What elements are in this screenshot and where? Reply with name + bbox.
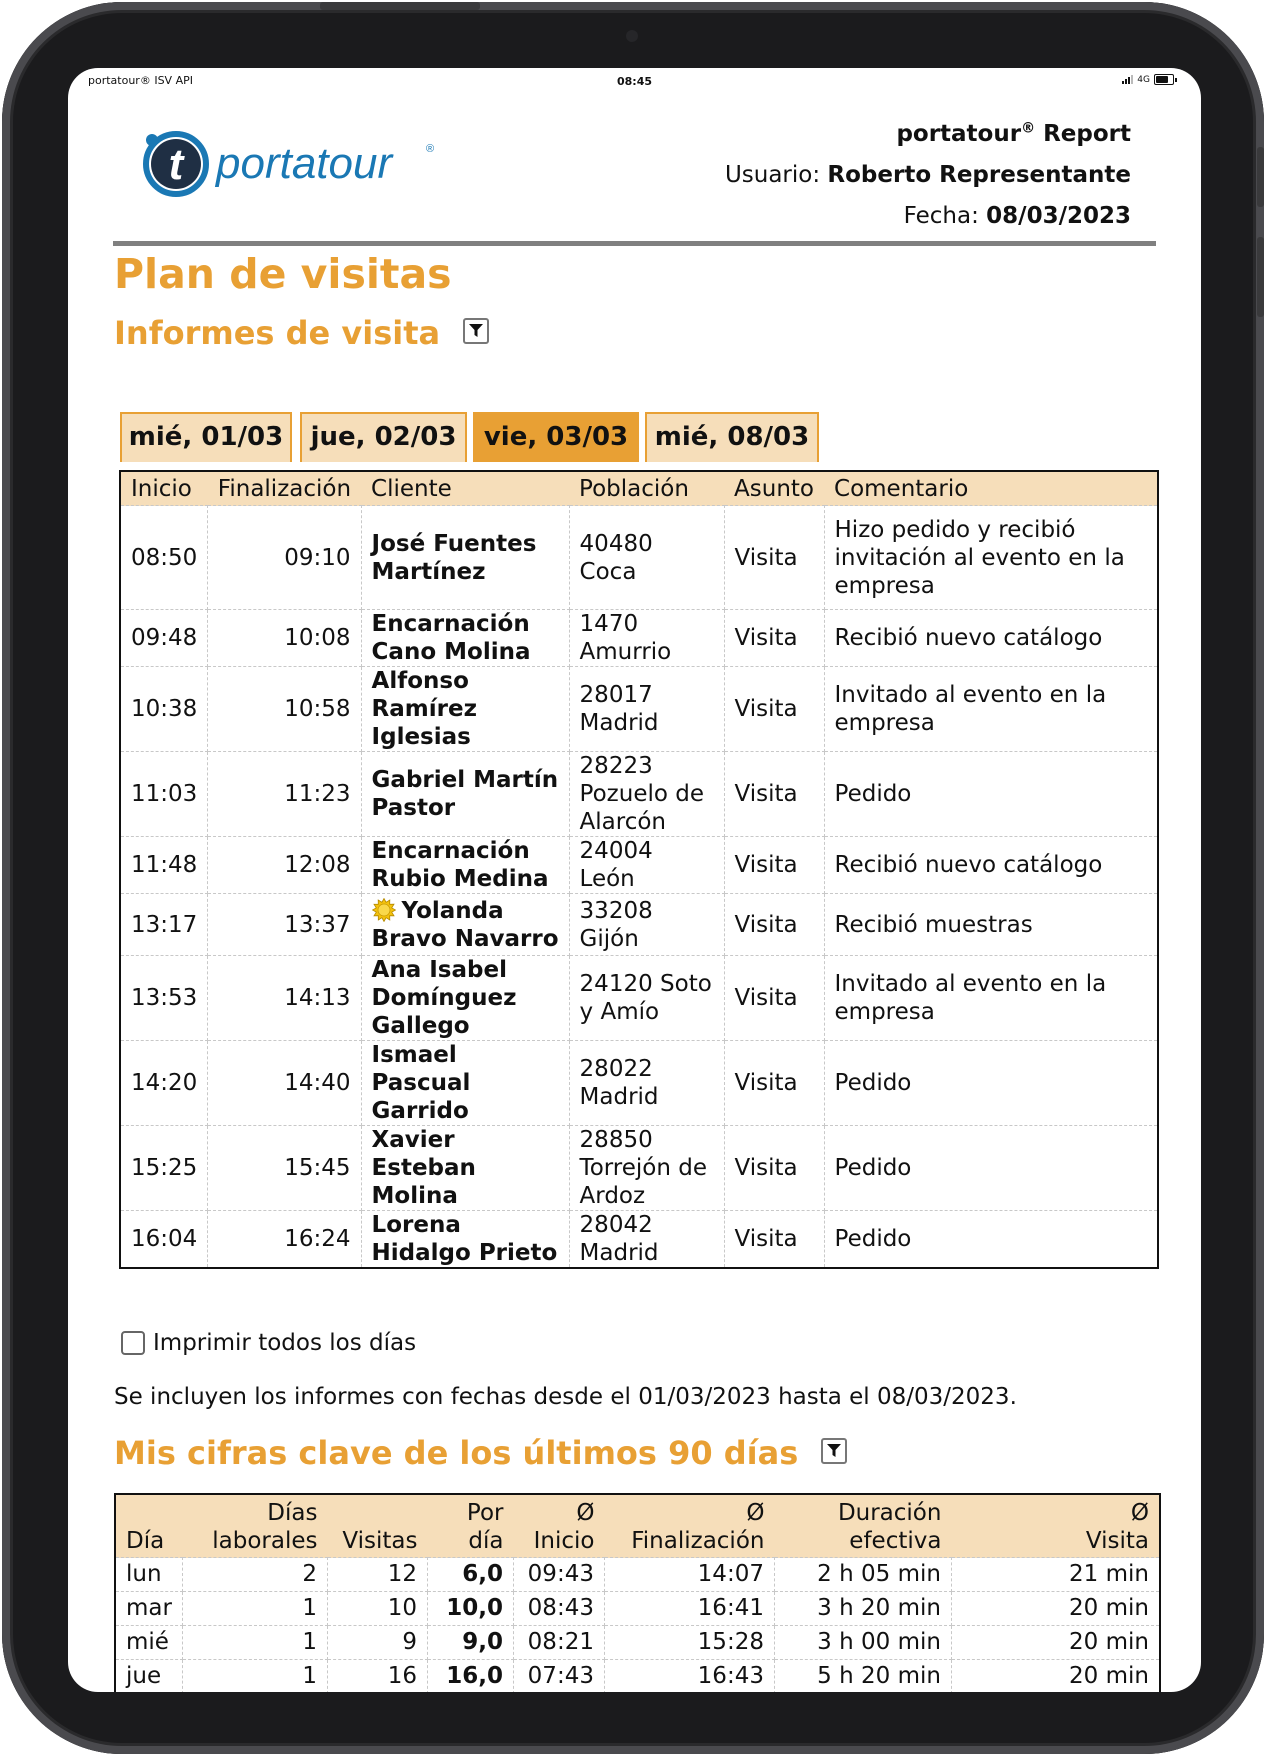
visit-subject: Visita	[724, 610, 824, 667]
visit-end: 13:37	[208, 894, 361, 956]
visit-subject: Visita	[724, 1126, 824, 1211]
col-asunto: Asunto	[724, 471, 824, 506]
visit-town: 24004 León	[569, 837, 724, 894]
table-row[interactable]	[120, 1041, 1158, 1126]
signal-icon	[1122, 75, 1133, 84]
report-user: Usuario: Roberto Representante	[724, 161, 1131, 188]
visit-start: 10:38	[120, 667, 208, 752]
print-all-option[interactable]	[121, 1330, 416, 1356]
stats-per-day: 10,0	[427, 1592, 513, 1626]
print-all-label: Imprimir todos los días	[153, 1330, 417, 1356]
filter-icon[interactable]	[463, 318, 489, 344]
stats-per-day: 9,0	[427, 1626, 513, 1660]
visit-end: 11:23	[208, 752, 361, 837]
col-inicio: Inicio	[120, 471, 208, 506]
stats-visits: 10	[327, 1592, 427, 1626]
visit-town: 40480 Coca	[569, 506, 724, 610]
col-finalizacion: Finalización	[208, 471, 361, 506]
stats-workdays: 1	[182, 1660, 327, 1693]
stats-col-header: Duración efectiva	[774, 1494, 951, 1558]
stats-col-header: Ø Inicio	[513, 1494, 604, 1558]
stats-avg-visit: 21 min	[951, 1558, 1160, 1592]
col-comentario: Comentario	[824, 471, 1158, 506]
visit-start: 09:48	[120, 610, 208, 667]
report-title: portatour® Report	[896, 120, 1131, 147]
volume-down-button	[1257, 237, 1264, 317]
stats-per-day: 16,0	[427, 1660, 513, 1693]
sun-icon	[372, 898, 396, 922]
visit-client[interactable]: Xavier Esteban Molina	[361, 1126, 569, 1211]
visit-subject: Visita	[724, 1211, 824, 1269]
table-row	[115, 1660, 1160, 1693]
logo-mark: t	[168, 140, 184, 189]
visit-town: 24120 Soto y Amío	[569, 956, 724, 1041]
visit-town: 28223 Pozuelo de Alarcón	[569, 752, 724, 837]
visit-comment: Invitado al evento en la empresa	[824, 667, 1158, 752]
screen	[68, 68, 1201, 1692]
visit-client[interactable]: José Fuentes Martínez	[361, 506, 569, 610]
stats-duration: 3 h 00 min	[774, 1626, 951, 1660]
page-title: Plan de visitas	[114, 250, 452, 298]
visit-subject: Visita	[724, 667, 824, 752]
visit-start: 13:53	[120, 956, 208, 1041]
stats-day: jue	[115, 1660, 182, 1693]
status-app-name: portatour® ISV API	[88, 74, 193, 87]
visit-start: 08:50	[120, 506, 208, 610]
stats-avg-start: 09:43	[513, 1558, 604, 1592]
stats-per-day: 6,0	[427, 1558, 513, 1592]
visit-client[interactable]: Yolanda Bravo Navarro	[361, 894, 569, 956]
stats-col-header: Visitas	[327, 1494, 427, 1558]
visit-end: 15:45	[208, 1126, 361, 1211]
visit-client[interactable]: Gabriel Martín Pastor	[361, 752, 569, 837]
logo-wordmark: portatour	[216, 139, 393, 188]
stats-avg-visit: 20 min	[951, 1592, 1160, 1626]
tablet-frame	[2, 2, 1264, 1754]
header-divider	[113, 241, 1156, 246]
visits-header-row	[120, 471, 1158, 506]
table-row[interactable]	[120, 1126, 1158, 1211]
table-row	[115, 1592, 1160, 1626]
visit-comment: Recibió muestras	[824, 894, 1158, 956]
visit-start: 11:03	[120, 752, 208, 837]
status-time: 08:45	[616, 75, 652, 88]
visits-table	[119, 470, 1159, 1269]
visit-comment: Recibió nuevo catálogo	[824, 610, 1158, 667]
visit-comment: Pedido	[824, 1211, 1158, 1269]
stats-duration: 5 h 20 min	[774, 1660, 951, 1693]
visit-client[interactable]: Ana Isabel Domínguez Gallego	[361, 956, 569, 1041]
network-label: 4G	[1137, 74, 1150, 85]
volume-up-button	[1257, 147, 1264, 207]
visit-subject: Visita	[724, 1041, 824, 1126]
stats-day: mié	[115, 1626, 182, 1660]
stats-day: mar	[115, 1592, 182, 1626]
visit-client[interactable]: Ismael Pascual Garrido	[361, 1041, 569, 1126]
stats-col-header: Días laborales	[182, 1494, 327, 1558]
stats-col-header: Ø Visita	[951, 1494, 1160, 1558]
col-cliente: Cliente	[361, 471, 569, 506]
stats-duration: 3 h 20 min	[774, 1592, 951, 1626]
visit-comment: Hizo pedido y recibió invitación al evento en la empresa	[824, 506, 1158, 610]
visit-town: 28022 Madrid	[569, 1041, 724, 1126]
stats-visits: 16	[327, 1660, 427, 1693]
visit-end: 10:08	[208, 610, 361, 667]
table-row[interactable]	[120, 1211, 1158, 1269]
table-row[interactable]	[120, 956, 1158, 1041]
visit-start: 15:25	[120, 1126, 208, 1211]
visit-town: 28042 Madrid	[569, 1211, 724, 1269]
report-header	[725, 108, 1131, 237]
tab-day-3[interactable]: vie, 03/03	[473, 412, 639, 462]
visit-subject: Visita	[724, 894, 824, 956]
stats-duration: 2 h 05 min	[774, 1558, 951, 1592]
visit-subject: Visita	[724, 752, 824, 837]
table-row[interactable]	[120, 667, 1158, 752]
stats-col-header: Día	[115, 1494, 182, 1558]
visit-start: 13:17	[120, 894, 208, 956]
stats-avg-start: 08:21	[513, 1626, 604, 1660]
stats-avg-visit: 20 min	[951, 1660, 1160, 1693]
tab-day-4[interactable]: mié, 08/03	[645, 412, 819, 462]
stats-avg-start: 08:43	[513, 1592, 604, 1626]
report-date: Fecha: 08/03/2023	[903, 202, 1131, 229]
stats-avg-end: 14:07	[604, 1558, 774, 1592]
stats-visits: 9	[327, 1626, 427, 1660]
visit-client[interactable]: Encarnación Rubio Medina	[361, 837, 569, 894]
table-row[interactable]	[120, 752, 1158, 837]
power-button	[320, 2, 480, 10]
stats-workdays: 1	[182, 1626, 327, 1660]
stats-workdays: 2	[182, 1558, 327, 1592]
visit-subject: Visita	[724, 956, 824, 1041]
stats-avg-start: 07:43	[513, 1660, 604, 1693]
tab-day-2[interactable]: jue, 02/03	[300, 412, 467, 462]
stats-avg-end: 16:41	[604, 1592, 774, 1626]
battery-icon	[1154, 74, 1174, 85]
table-row	[115, 1626, 1160, 1660]
visit-comment: Pedido	[824, 1041, 1158, 1126]
table-row[interactable]	[120, 837, 1158, 894]
stats-table	[114, 1493, 1161, 1692]
table-row[interactable]	[120, 894, 1158, 956]
svg-text:®: ®	[426, 143, 435, 155]
visit-subject: Visita	[724, 837, 824, 894]
visit-comment: Invitado al evento en la empresa	[824, 956, 1158, 1041]
print-all-checkbox[interactable]	[121, 1331, 145, 1355]
visit-town: 28850 Torrejón de Ardoz	[569, 1126, 724, 1211]
visit-end: 10:58	[208, 667, 361, 752]
stats-col-header: Ø Finalización	[604, 1494, 774, 1558]
visit-subject: Visita	[724, 506, 824, 610]
visit-start: 14:20	[120, 1041, 208, 1126]
visit-comment: Pedido	[824, 752, 1158, 837]
visit-end: 12:08	[208, 837, 361, 894]
stats-avg-end: 16:43	[604, 1660, 774, 1693]
status-bar	[68, 68, 1201, 98]
visit-end: 14:40	[208, 1041, 361, 1126]
stats-avg-visit: 20 min	[951, 1626, 1160, 1660]
visit-client[interactable]: Alfonso Ramírez Iglesias	[361, 667, 569, 752]
visit-comment: Pedido	[824, 1126, 1158, 1211]
col-poblacion: Población	[569, 471, 724, 506]
table-row[interactable]	[120, 610, 1158, 667]
table-row[interactable]	[120, 506, 1158, 610]
visit-end: 09:10	[208, 506, 361, 610]
tab-day-1[interactable]: mié, 01/03	[120, 412, 292, 462]
filter-icon[interactable]	[821, 1438, 847, 1464]
date-range-note: Se incluyen los informes con fechas desde el 01/03/2023 hasta el 08/03/2023.	[114, 1384, 1017, 1410]
stats-col-header: Por día	[427, 1494, 513, 1558]
visit-town: 28017 Madrid	[569, 667, 724, 752]
stats-visits: 12	[327, 1558, 427, 1592]
section-title-reports: Informes de visita	[114, 314, 489, 352]
visit-start: 16:04	[120, 1211, 208, 1269]
stats-avg-end: 15:28	[604, 1626, 774, 1660]
stats-workdays: 1	[182, 1592, 327, 1626]
camera-icon	[626, 30, 638, 42]
portatour-logo	[138, 126, 448, 201]
visit-start: 11:48	[120, 837, 208, 894]
section-title-stats: Mis cifras clave de los últimos 90 días	[114, 1434, 847, 1472]
visit-end: 16:24	[208, 1211, 361, 1269]
visit-end: 14:13	[208, 956, 361, 1041]
visit-client[interactable]: Encarnación Cano Molina	[361, 610, 569, 667]
stats-header-row	[115, 1494, 1160, 1558]
visit-comment: Recibió nuevo catálogo	[824, 837, 1158, 894]
visit-town: 1470 Amurrio	[569, 610, 724, 667]
stats-day: lun	[115, 1558, 182, 1592]
table-row	[115, 1558, 1160, 1592]
visit-town: 33208 Gijón	[569, 894, 724, 956]
visit-client[interactable]: Lorena Hidalgo Prieto	[361, 1211, 569, 1269]
status-indicators	[1122, 74, 1177, 85]
